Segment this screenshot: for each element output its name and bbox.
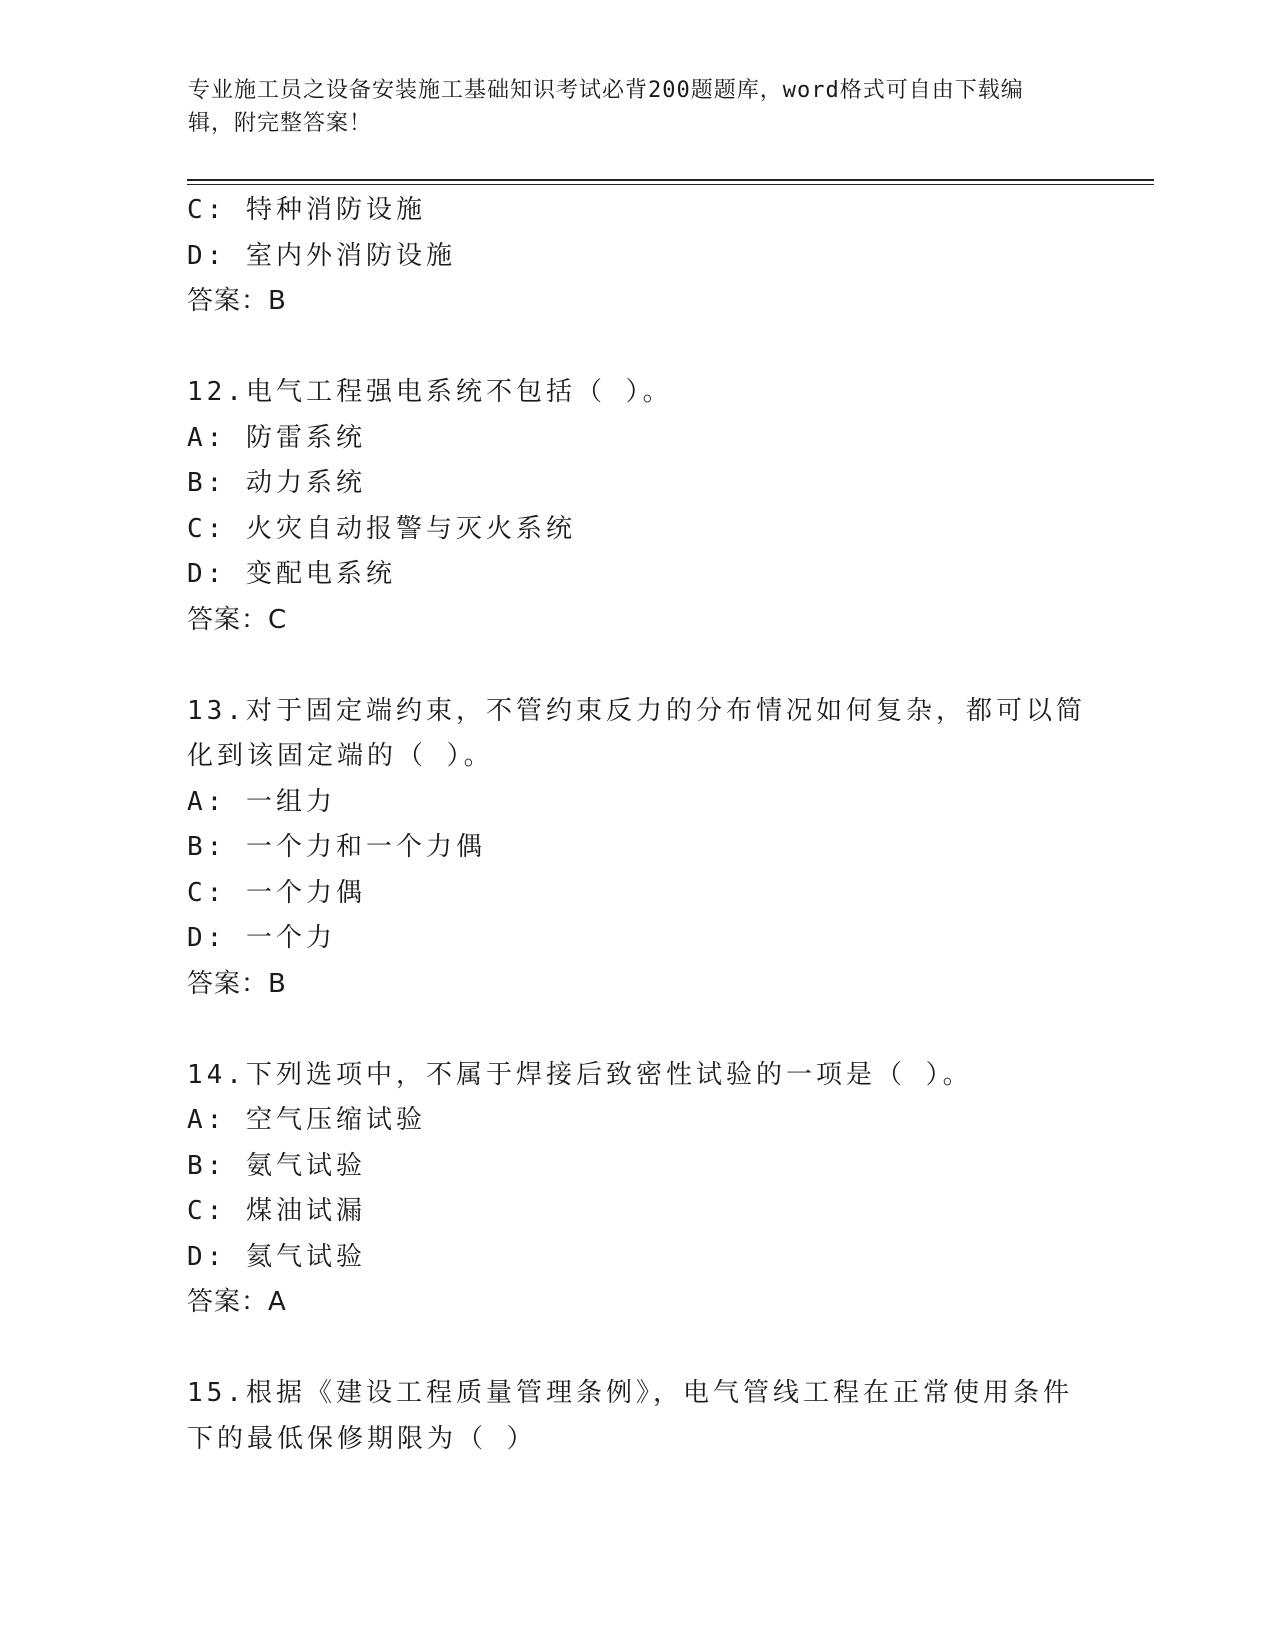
option-label: A: [187,786,227,817]
option-label: C: [187,877,227,908]
option-text: 氨气试验 [245,1150,366,1181]
option-d [187,234,1087,280]
option-text: 防雷系统 [245,422,366,453]
spacer [187,1326,1087,1372]
answer-line: 答案：B [187,968,287,999]
option-b [187,1144,1087,1190]
question-stem: 13.对于固定端约束，不管约束反力的分布情况如何复杂，都可以简化到该固定端的（ ）。 [187,695,1086,771]
option-text: 变配电系统 [245,559,396,589]
question-stem: 12.电气工程强电系统不包括（ ）。 [187,377,673,407]
option-label: B: [187,832,227,862]
option-text: 室内外消防设施 [245,240,456,271]
option-c [187,507,1087,553]
spacer [187,325,1087,371]
option-text: 一个力 [245,923,336,953]
option-label: C: [187,1196,227,1226]
option-label: A: [187,422,227,453]
question-stem: 15.根据《建设工程质量管理条例》，电气管线工程在正常使用条件下的最低保修期限为（ ） [187,1378,1073,1454]
spacer [187,1007,1087,1053]
option-b [187,825,1087,871]
option-label: D: [187,240,227,271]
answer-line: 答案：A [187,1287,287,1317]
answer-line: 答案：B [187,286,287,316]
option-text: 动力系统 [245,468,366,498]
option-label: A: [187,1105,227,1135]
option-text: 一个力和一个力偶 [245,832,486,862]
option-text: 空气压缩试验 [245,1105,426,1135]
option-label: C: [187,195,227,225]
spacer [187,643,1087,689]
question-list [187,188,1087,1462]
option-text: 氦气试验 [245,1241,366,1272]
option-label: C: [187,513,227,544]
option-label: B: [187,1150,227,1181]
document-header: 专业施工员之设备安装施工基础知识考试必背200题题库，word格式可自由下载编辑，附完整答案！ [188,78,1024,136]
option-a [187,780,1087,826]
option-d [187,916,1087,962]
answer-line: 答案：C [187,604,288,635]
option-label: B: [187,468,227,498]
option-a [187,1098,1087,1144]
option-text: 特种消防设施 [245,195,426,225]
option-label: D: [187,559,227,589]
option-label: D: [187,1241,227,1272]
option-b [187,461,1087,507]
option-c [187,1189,1087,1235]
option-d [187,552,1087,598]
option-a [187,416,1087,462]
option-text: 煤油试漏 [245,1196,366,1226]
option-label: D: [187,923,227,953]
option-text: 火灾自动报警与灭火系统 [245,513,576,544]
option-text: 一组力 [245,786,336,817]
header-divider [187,179,1154,185]
option-text: 一个力偶 [245,877,366,908]
option-d [187,1235,1087,1281]
option-c [187,871,1087,917]
option-c [187,188,1087,234]
question-stem: 14.下列选项中，不属于焊接后致密性试验的一项是（ ）。 [187,1059,973,1090]
